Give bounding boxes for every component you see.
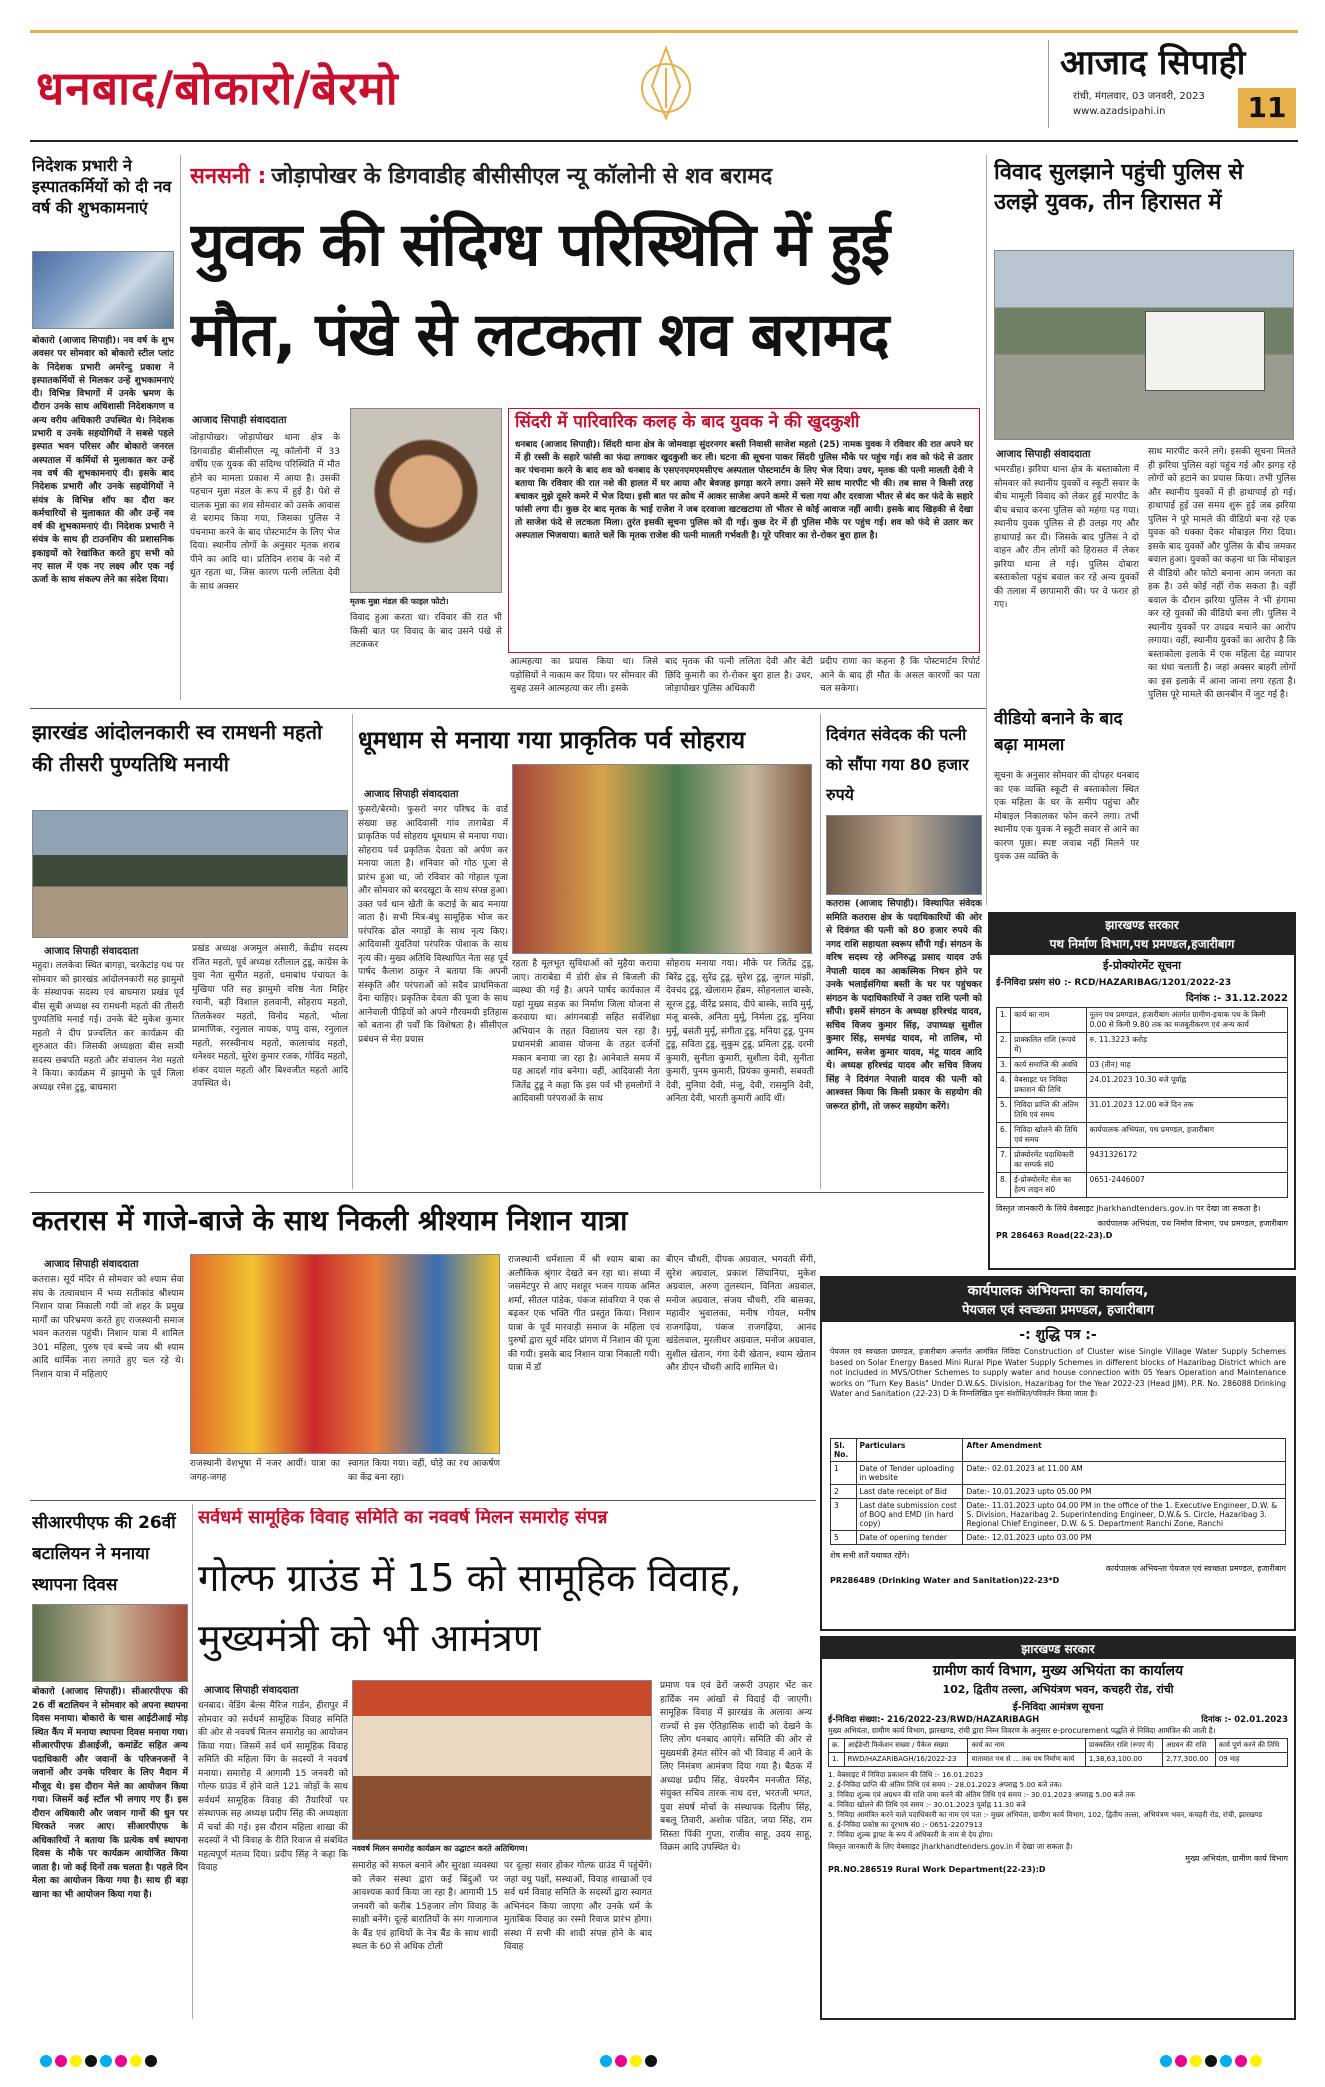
ad2-cell: Date:- 10.01.2023 upto 05.00 PM	[963, 1485, 1286, 1499]
ad1-cell: वेबसाइट पर निविदा प्रकाशन की तिथि	[1011, 1073, 1086, 1098]
sohrai-body-col1: फुसरो/बेरमो। फुसरो नगर परिषद के वार्ड संख्या छह आदिवासी गांव ताराबेडा में प्राकृतिक पर्व सोहराय धूमधाम से मनाया गया। सोहराय पर्व प्रकृतिक देवता को अर्पण कर मनाया जाता है। शनिवार को गोठ पूजा से प्रारंभ हुआ था, जो रविवार को गोहाल पूजा और सोमवार को बरदखूटा के साथ संपन्न हुआ। उक्त पर्व धान खेती के कटाई के बाद मनाया जाता है। सभी मित्र-बंधु सामूहिक भोज कर परंपरिक ढोल नगाड़ों के साथ नृत्य किए। आदिवासी युवतियां परंपरिक पोशाक के साथ नृत्य की। मुख्य अतिथि विस्थापित नेता सह पूर्व पार्षद कैलाश ठाकुर ने बताया कि अपनी संस्कृति और परंपराओं को सदैव प्राथमिकता देना चाहिए। प्रकृतिक देवता की पूजा के साथ आनेवाली पीढ़ियों को अपने गौरवमयी इतिहास को बताना ही पर्वों कि विशेषता है। सीसीएल प्रबंधन से मेरा प्रयास	[358, 805, 508, 1045]
ad3-schedule	[822, 1769, 1294, 1841]
sindri-box	[508, 408, 980, 653]
ad1-cell: 6.	[997, 1123, 1011, 1148]
lead-body-col3: आत्महत्या का प्रयास किया था। जिसे पड़ोसियों ने नाकाम कर दिया। पर सोमवार की सुबह उसने आत्महत्या कर ली। इसके	[510, 657, 658, 694]
ad3-schedule-line: 7. निविदा शुल्क ड्राफ्ट के रूप में अधिकारी के नाम से देय होगा।	[828, 1830, 993, 1839]
ad3-header-cell: अग्रधन की राशि	[1162, 1739, 1215, 1753]
ad3-title: ई-निविदा आमंत्रण सूचना	[1012, 1702, 1104, 1713]
lead-body-col5: प्रदीप राणा का कहना है कि पोस्टमार्टम रिपोर्ट आने के बाद ही मौत के असल कारणों का पता चल सकेगा।	[820, 657, 980, 694]
ad3-schedule-line: 4. निविदा खोलने की तिथि एवं समय :- 30.01.2023 पूर्वाह्न 11.30 बजे	[828, 1800, 1026, 1809]
ad3-header-cell: आईडेन्टी फिकेशन संख्या / पैकेज संख्या	[844, 1739, 968, 1753]
ad3-cell: 09 माह	[1215, 1753, 1287, 1767]
director-body: बोकारो (आजाद सिपाही)। नव वर्ष के शुभ अवसर पर सोमवार को बोकारो स्टील प्लांट के निदेशक प्रभारी अमरेन्दु प्रकाश ने इस्पातकर्मियों से मिलकर उन्हें शुभकामनाएं दी। विभिन्न विभागों में उनके भ्रमण के दौरान उनके साथ अधिशासी निदेशकगण व अन्य वरीय अधिकारी उपस्थित थे। निदेशक प्रभारी व उनके सहयोगियों ने सबसे पहले इस्पात भवन परिसर और बोकारो जनरल अस्पताल में कर्मियों से मुलाकात कर उन्हें नव वर्ष की शुभकामनाएं दी। इसके बाद निदेशक प्रभारी और उनके सहयोगियों ने संयंत्र के विभिन्न शॉप का दौरा कर कर्मचारियों से मुलाकात की और उन्हें नव वर्ष की शुभकामनाएं दी। निदेशक प्रभारी ने संयंत्र के साथ ही टाउनशिप की प्रशासनिक इकाइयों को रेखांकित करते हुए सभी को नए साल में एक नए लक्ष्य और एक नई ऊर्जा के साथ संकल्प लेने का संदेश दिया।	[32, 336, 174, 586]
ad2-cell: 1	[831, 1462, 857, 1485]
wedding-photo	[352, 1680, 652, 1840]
ad1-cell: निविदा प्राप्ति की अंतिम तिथि एवं समय	[1011, 1098, 1086, 1123]
row-rule-1	[30, 708, 986, 709]
shyam-body-col1: कतरास। सूर्य मंदिर से सोमवार को श्याम सेवा संघ के तत्वावधान में भव्य सतीकांड श्रीश्याम निशान यात्रा निकाली गयी जो शहर के प्रमुख मार्गों का परिभ्रमण करते हुए राजस्थानी समाज भवन कतरास पहुंची। निशान यात्रा में शामिल 301 महिला, पुरुष एवं बच्चे जय श्री श्याम आदि धार्मिक नारा लगाते हुए चल रहे थे। निशान यात्रा में महिलाएं	[32, 1275, 184, 1380]
ramdhani-headline: झारखंड आंदोलनकारी स्व रामधनी महतो की तीसरी पुण्यतिथि मनायी	[32, 720, 323, 776]
shyam-body-col5: बीएन चौधरी, दीपक अग्रवाल, भगवती सेंगी, सुरेश अग्रवाल, प्रकाश सिंघानिया, मुकेश अग्रवाल, अरुण तुलस्यान, विनिता अग्रवाल, मनोज अग्रवाल, संजय चौधरी, रवि बासका, महावीर भुवालका, मनीष गोयल, मनीष राजगढ़िया, पंकज राजगढ़िया, आनंद खंडेलवाल, मुरलीधर अग्रवाल, मनोज अग्रवाल, सुशील खेतान, गंगा देवी खेतान, श्याम खेतान और डीएन चौधरी आदि शामिल थे।	[666, 1255, 816, 1373]
ad1-pr: PR 286463 Road(22-23).D	[996, 1231, 1113, 1240]
col-divider-2	[986, 155, 987, 905]
ad2-signer: कार्यपालक अभियन्ता पेयजल एवं स्वच्छता प्रमण्डल, हजारीबाग	[1105, 1564, 1286, 1573]
ad1-cell: 5.	[997, 1098, 1011, 1123]
ramdhani-photo	[32, 810, 348, 938]
ad1-cell: निविदा खोलने की तिथि एवं समय	[1011, 1123, 1086, 1148]
row-rule-3	[30, 1500, 816, 1501]
ad2-cell: Date of Tender uploading in website	[856, 1462, 963, 1485]
masthead	[30, 30, 1298, 138]
ad1-title: ई-प्रोक्योरमेंट सूचना	[1102, 959, 1181, 972]
lead-body-col1: जोड़ापोखर। जोड़ापोखर थाना क्षेत्र के डिगवाडीह बीसीसीएल न्यू कॉलोनी में 33 वर्षीय एक युवक की संदिग्ध परिस्थिति में मौत होने का मामला प्रकाश में आया है। उसकी पहचान मुन्ना मंडल के रूप में हुई है। पेशे से चालक मुन्ना का शव सोमवार को उसके आवास से बरामद किया गया, जिसका पुलिस ने पंचनामा करने के बाद पोस्टमार्टम के लिए भेज दिया। स्थानीय लोगों के अनुसार मृतक शराब पीने का आदि था। प्रतिदिन शराब के नशे में धुत रहता था, जिस कारण पत्नी ललिता देवी के साथ अक्सर	[190, 433, 340, 592]
ad2-division: पेयजल एवं स्वच्छता प्रमण्डल, हजारीबाग	[822, 1300, 1294, 1322]
ad1-cell: प्रोक्योरमेंट पदाधिकारी का सम्पर्क सं0	[1011, 1148, 1086, 1173]
masthead-divider	[1048, 40, 1049, 128]
shyam-byline: आजाद सिपाही संवाददाता	[44, 1259, 139, 1270]
lead-kicker-text: जोड़ापोखर के डिगवाडीह बीसीसीएल न्यू कॉलोनी से शव बरामद	[271, 164, 773, 189]
lead-headline: युवक की संदिग्ध परिस्थिति में हुई मौत, पंखे से लटकता शव बरामद	[190, 210, 890, 370]
police-byline: आजाद सिपाही संवाददाता	[996, 449, 1091, 460]
ad2-table	[830, 1438, 1286, 1545]
shyam-photo	[190, 1254, 500, 1454]
ad3-address: 102, द्वितीय तल्ला, अभियंत्रण भवन, कचहरी रोड, रांची	[942, 1683, 1174, 1696]
masthead-rule	[30, 140, 1298, 142]
wedding-kicker: सर्वधर्म सामूहिक विवाह समिति का नववर्ष मिलन समारोह संपन्न	[198, 1508, 608, 1528]
wedding-byline: आजाद सिपाही संवाददाता	[204, 1685, 299, 1696]
police-subhead: वीडियो बनाने के बाद बढ़ा मामला	[994, 709, 1123, 755]
ad1-cell: कार्य का नाम	[1011, 1008, 1086, 1033]
shyam-body-col4: राजस्थानी धर्मशाला में श्री श्याम बाबा का अलौकिक श्रृंगार देखते बन रहा था। संध्या में जसमेटपुर से आए मशहूर भजन गायक अमित शर्मा, सीतल पांडेक, पंकज सांवरिया ने एक से बढ़कर एक भक्ति गीत प्रस्तुत किया। निशान यात्रा के पूर्व मारवाड़ी समाज के महिला एवं पुरुषों द्वारा सूर्य मंदिर प्रांगण में निशान की पूजा की गयी। इसके बाद निशान यात्रा निकाली गयी। यात्रा में डॉ	[508, 1255, 660, 1373]
sohrai-body-col3: सोहराय मनाया गया। मौके पर जितेंद्र टुडू, बिरेंद्र टुडू, सुरेंद्र टुडू, सुरेश टुडू, जुगल मांझी, देवचंद टुडू, खेलाराम हेंब्रम, सोहनलाल बास्के, सूरज टुडू, वीरेंद्र प्रसाद, दीपे बास्के, सावि मुर्मू, मंजू बास्के, अनिता मुर्मू, निर्मला टुडू, मुनिया मुर्मू, बसंती मुर्मू, संगीता टुडू, मनिया टुडू, पुनम टुडू, सविता टुडू, सुकुम टुडू, प्रमिला टुडू, दरमी कुमारी, सुनीता कुमारी, सुशीला देवी, सुनीता कुमारी, पुनम कुमारी, प्रियंका कुमारी, सबवती देवी, मुनिया देवी, मंजू, देवी, रासमुनि देवी, अनिता देवी, भारती कुमारी आदि थीं।	[666, 959, 814, 1104]
police-jeep	[1145, 311, 1265, 391]
ad1-row	[997, 1008, 1288, 1033]
widow-body: कतरास (आजाद सिपाही)। विस्थापित संवेदक समिति कतरास क्षेत्र के पदाधिकारियों की ओर से दिवंगत की पत्नी को 80 हजार रुपये की नगद राशि सहायता स्वरूप सौंपी गई। संगठन के वरिष सदस्य रहे अनिरुद्ध प्रसाद यादव उर्फ नेपाली यादव का आकस्मिक निधन होने पर उनके भलाईसंगिया बस्ती के घर पर पहुंचकर संगठन के पदाधिकारियों ने उक्त राशि पत्नी को सौंपी। इसमें संगठन के अध्यक्ष हरिश्चंद्र यादव, सचिव विजय कुमार सिंह, उपाध्यक्ष सुशील कुमार सिंह, समचंद्र यादव, मो तालिब, मो आमिन, सजेश कुमार यादव, मंटू यादव आदि थे। अध्यक्ष हरिश्चंद्र यादव और सचिव विजय सिंह ने दिवंगत नेपाली यादव की पत्नी को आश्वस्त किया कि किसी प्रकार के सहयोग की जरूरत होगी, तो जरूर सहयोग करेंगे।	[826, 899, 982, 1112]
ad3-signer: मुख्य अभियंता, ग्रामीण कार्य विभाग	[1185, 1854, 1288, 1863]
ad3-dept: ग्रामीण कार्य विभाग, मुख्य अभियंता का कार्यालय	[932, 1663, 1184, 1679]
wedding-headline: गोल्फ ग्राउंड में 15 को सामूहिक विवाह, मुख्यमंत्री को भी आमंत्रण	[198, 1556, 742, 1660]
shyam-body-col3: स्वागत किया गया। वहीं, घोड़े का रथ आकर्षण का केंद्र बना रहा।	[348, 1459, 500, 1483]
wedding-body-col3: पर दूल्हा सवार होकर गोल्फ ग्राउंड में पहुंचेंगे। जहां वधु पक्षों, सस्थाओं, विवाह शाखाओं एवं सर्व धर्म विवाह समिति के सदस्यों द्वारा स्वागत अभिनंदन किया जाएगा और उनके धर्म के मुताबिक विवाह का रस्मो रिवाज प्रारंभ होगा। संस्था में सभी की शादी संपन्न होने के बाद विवाह	[504, 1861, 652, 1952]
director-headline: निदेशक प्रभारी ने इस्पातकर्मियों को दी नव वर्ष की शुभकामनाएं	[32, 156, 172, 217]
ad-dws-corrigendum	[820, 1276, 1296, 1631]
ad3-schedule-line: 1. वेबसाइट में निविदा प्रकाशन की तिथि :- 16.01.2023	[828, 1770, 984, 1779]
ad1-row	[997, 1033, 1288, 1058]
crpf-body: बोकारो (आजाद सिपाही)। सीआरपीएफ की 26 वीं बटालियन ने सोमवार को अपना स्थापना दिवस मनाया। बोकारो के चास आईटीआई मोड़ स्थित कैंप में मनाया स्थापना दिवस मनाया गया। सीआरपीएफ डीआईजी, कमांडेंट सहित अन्य पदाधिकारी और जवानों के परिजनजनों ने जवानों और उनके परिवार के लिए मैदान में मौजूद थे। इस दौरान मेले का आयोजन किया गया। जिसमें कई स्टॉल भी लगाए गए हैं। इस दौरान अधिकारी और जवान गानों की धुन पर थिरकते नजर आए। सीआरपीएफ के अधिकारियों ने बताया कि प्रत्येक वर्ष स्थापना दिवस के मौके पर कार्यक्रम आयोजित किया जाता है। जो कई दिनों तक चलता है। पहले दिन मेला का आयोजन किया गया है। साथ ही बड़ा खाना का भी आयोजन किया गया है।	[32, 1687, 188, 1900]
ad2-row	[831, 1485, 1286, 1499]
ad2-cell: Last date receipt of Bid	[856, 1485, 963, 1499]
pen-nib-emblem	[640, 38, 692, 128]
ad1-cell: कार्यपालक अभियंता, पथ प्रमण्डल, हजारीबाग	[1086, 1123, 1287, 1148]
lead-photo	[350, 408, 502, 593]
sohrai-photo	[512, 764, 812, 954]
ad-rwd-tender	[820, 1636, 1296, 2020]
ad1-cell: रु. 11.3223 करोड़	[1086, 1033, 1287, 1058]
ad3-gov: झारखण्ड सरकार	[822, 1638, 1294, 1659]
section-title: धनबाद/बोकारो/बेरमो	[36, 61, 399, 115]
lead-kicker-label: सनसनी :	[190, 164, 267, 189]
ad1-date: दिनांक :- 31.12.2022	[1185, 993, 1288, 1004]
wedding-photo-caption: नववर्ष मिलन समारोह कार्यक्रम का उद्घाटन करते अतिथिगण।	[352, 1844, 528, 1853]
ad1-gov: झारखण्ड सरकार	[990, 914, 1294, 935]
ad2-row	[831, 1499, 1286, 1531]
lead-photo-caption: मृतक मुन्ना मंडल की फाइल फोटो।	[350, 597, 449, 606]
ad1-ref: ई-निविदा प्रसंग सं0 :- RCD/HAZARIBAG/1201/2022-23	[996, 978, 1232, 988]
ad3-header-cell: प्राक्कलित राशि (रुपए में)	[1085, 1739, 1162, 1753]
ad3-ref: ई-निविदा संख्या:- 216/2022-23/RWD/HAZARIBAGH	[828, 1715, 1040, 1725]
lead-kicker	[190, 160, 980, 194]
ramdhani-body-col2: प्रखंड अध्यक्ष अजमुल अंसारी, केंद्रीय सदस्य रंजित महतो, पूर्व अध्यक्ष रतीलाल टुडू, कांग्रेस के युवा नेता सुमीत महतो, धमाबांध पंचायत के मुखिया पति सह झामुमो वरिष्ठ नेता मिहिर रवानी, बड़ी विशाल हलवानी, सोहराय महतो, तिलकेश्वर महतो, विनोद महतो, भोला प्रामाणिक, रनुलाल नायक, पप्पु दास, रनुलाल महतो, सरस्वीनाथ महतो, कालाचांद महतो, धनेश्वर महतो, सुरेश कुमार रजक, गोविंद महतो, शंकर दयाल महतो और बिश्वजीत महतो आदि उपस्थित थे।	[192, 944, 348, 1089]
ad1-cell: 0651-2446007	[1086, 1173, 1287, 1198]
ad3-cell: RWD/HAZARIBAGH/16/2022-23	[844, 1753, 968, 1767]
wedding-body-col1: धनबाद। वेडिंग बेल्स मैरिज गार्डन, हीरापुर में सोमवार को सर्वधर्म सामूहिक विवाह समिति की ओर से नववर्ष मिलन समारोह का आयोजन किया गया। जिसमें सर्व धर्म सामूहिक विवाह समिति की महिला विंग के सदस्यों ने नववर्ष मनाया। समारोह में आगामी 15 जनवरी को गोल्फ ग्राउंड में होने वाले 121 जोड़ों के साथ सर्वधर्म सामूहिक विवाह की तैयारियों पर संस्थापक सह अध्यक्ष प्रदीप सिंह की अध्यक्षता में चर्चा की गई। इस दौरान महिला शाखा की सदस्यों ने भी विवाह के रीति रिवाज से संबंधित महत्वपूर्ण मंतव्य दिया। प्रदीप सिंह ने कहा कि विवाह	[198, 1701, 348, 1873]
ad3-cell: 1,38,63,100.00	[1085, 1753, 1162, 1767]
ad2-cell: 3	[831, 1499, 857, 1531]
ad3-cell: 2,77,300.00	[1162, 1753, 1215, 1767]
ad3-schedule-line: 2. ई-निविदा प्राप्ति की अंतिम तिथि एवं समय :- 28.01.2023 अपराह्न 5.00 बजे तक।	[828, 1780, 1062, 1789]
ad2-header-cell: Sl. No.	[831, 1439, 857, 1462]
print-registration-dots-center	[600, 2052, 660, 2071]
widow-headline: दिवंगत संवेदक की पत्नी को सौंपा गया 80 हजार रुपये	[826, 725, 969, 804]
ad1-table	[996, 1007, 1288, 1198]
ad3-header-cell: कार्य का नाम	[968, 1739, 1085, 1753]
ad2-header-cell: After Amendment	[963, 1439, 1286, 1462]
widow-photo	[826, 815, 982, 895]
crpf-photo	[32, 1604, 188, 1682]
col-divider-1	[180, 155, 181, 700]
ad3-table-wrap	[822, 1736, 1294, 1769]
ad3-schedule-line: 3. निविदा शुल्क एवं अग्रधन की राशि जमा करने की अंतिम तिथि एवं समय :- 30.01.2023 अपराह्न 5.00 बजे तक	[828, 1790, 1136, 1799]
ad1-cell: ई-प्रोक्योरमेंट सेल का हेल्प लाइन सं0	[1011, 1173, 1086, 1198]
ad3-date: दिनांक :- 02.01.2023	[1201, 1715, 1288, 1725]
police-body-col1: भमरडीह। झरिया थाना क्षेत्र के बस्ताकोला में सोमवार को स्थानीय युवकों व स्कूटी सवार के बीच मामूली विवाद को लेकर हुई मारपीट के बीच बचाव करना पुलिस को महंगा पड़ गया। स्थानीय युवक पुलिस से ही उलझ गए और हाथापाई कर दी। जिसके बाद पुलिस ने दो वाहन और तीन लोगों को हिरासत में लेकर झरिया थाना ले गई। पुलिस दोबारा बस्ताकोला पहुंच बवाल कर रहे अन्य युवकों की तलाश में छापामारी की। पर वे फरार हो गए।	[994, 465, 1139, 610]
ad2-note: शेष सभी शर्तें यथावत रहेंगे।	[830, 1551, 910, 1560]
ad-rcd-hazaribag	[988, 912, 1296, 1270]
ad3-header-cell: क्र.	[829, 1739, 845, 1753]
ad1-cell: नूतन पथ प्रमण्डल, हजारीबाग अंतर्गत ग्रामीण-इचाक पथ के किमी 0.00 से किमी 9.80 तक का मजबूतीकरण एवं अन्य कार्य	[1086, 1008, 1287, 1033]
lead-body-col2: विवाद हुआ करता था। रविवार की रात भी किसी बात पर विवाद के बाद उसने पंखे से लटककर	[350, 613, 502, 650]
ramdhani-body-col1: महुदा। ललकेवा स्थित बागड़ा, चरकेटांड़ पथ पर सोमवार को झारखंड आंदोलनकारी सह झामुमो के संस्थापक सदस्य एवं बाघमारा प्रखंड पूर्व बीस सूत्री अध्यक्ष स्व रामधनी महतो की तीसरी पुण्यतिथि मनाई गई। उनके बेटे मुकेश कुमार महतो ने दीप प्रज्वलित कर कार्यक्रम की शुरुआत की। जिसकी अध्यक्षता बीस सत्र्यी सदस्य छबपति महतो और संचालन नेश महतो ने किया। कार्यक्रम में झामुमो के पूर्व जिला अध्यक्ष रमेश टुडू, बाघमारा	[32, 961, 184, 1093]
ad2-row	[831, 1531, 1286, 1545]
wedding-body-col4: प्रमाण पत्र एवं ढेरों जरूरी उपहार भेंट कर हार्दिक नम आंखों से विदाई दी जाएगी। सामूहिक विवाह में झारखंड के अलावा अन्य राज्यों से इस ऐतिहासिक शादी को देखने के लिए लोग धनबाद आएंगे। समिति की ओर से मुख्यमंत्री हेमंत सोरेन को भी विवाह में आने के लिए निमंत्रण आमंत्रण दिया गया है। बैठक में अध्यक्ष प्रदीप सिंह, चेयरमैन मनजीत सिंह, संयुक्त सचिव तारक नाथ दत्त, भरतजी भगत, युवा संघर्ष मोर्चा के संस्थापक दिलीप सिंह, बबलू तिवारी, अशोक पंडित, जया सिंह, राम सिस्ता पिंकी गुप्ता, राजीव साहू, उदय साहू, विक्रम आदि उपस्थित थे।	[660, 1681, 812, 1853]
ad1-cell: 4.	[997, 1073, 1011, 1098]
ad3-footer-note: विस्तृत जानकारी के लिए वेबसाइट jharkhandtenders.gov.in में देखा जा सकता है।	[828, 1842, 1073, 1851]
ad1-row	[997, 1123, 1288, 1148]
ad3-intro: मुख्य अभियंता, ग्रामीण कार्य विभाग, झारखण्ड, रांची द्वारा निम्न विवरण के अनुसार e-procurement पद्धति से निविदा आमंत्रित की जाती है।	[828, 1726, 1216, 1735]
police-body-col3: साथ मारपीट करने लगे। इसकी सूचना मिलते ही झरिया पुलिस वहां पहुंच गई और झगड़ रहे लोगों को हटाने का प्रयास किया। तभी पुलिस और स्थानीय युवकों में ही हाथापाई हो गई। हाथापाई हुई उस समय शुरू हुई जब झरिया पुलिस ने पूरे मामले की वीडियो बना रहे एक युवक को धक्का देकर मोबाइल गिरा दिया। इसके बाद युवकों और पुलिस के बीच जमकर बवाल हुआ। युवकों का कहना था कि मोबाइल से वीडियो और फोटो बनाना आम जनता का हक है। उसे कोई नहीं रोक सकता है। वहीं बवाल के दौरान झरिया पुलिस ने भी हंगामा कर रहे युवकों की वीडियो बना ली। पुलिस ने स्थानीय युवकों पर उपद्रव मचाने का आरोप लगाया। वहीं, स्थानीय युवकों का आरोप है कि बस्ताकोला इलाके में एक महिला देह व्यापार का धंधा चलाती है। जहां अक्सर बाहरी लोगों का इस इलाके में आना जाना लगा रहता है। पुलिस पूरे मामले की छानबीन में जुट गई है।	[1148, 447, 1296, 700]
ad2-pr: PR286489 (Drinking Water and Sanitation)22-23*D	[830, 1576, 1060, 1585]
print-registration-dots-left	[40, 2052, 160, 2071]
ad3-ref-row	[822, 1713, 1294, 1726]
top-border-line	[30, 30, 1298, 33]
ramdhani-byline: आजाद सिपाही संवाददाता	[44, 946, 139, 957]
print-registration-dots-right	[1160, 2052, 1265, 2071]
ad1-cell: कार्य समाप्ति की अवधि	[1011, 1058, 1086, 1073]
sohrai-body-col2: रहता है मूलभूत सुविधाओं को मुहैया कराया जाए। ताराबेडा में डोरी क्षेत्र से बिजली की व्यस्था की गई है। अपने पार्षद कार्यकाल में यहां मुख्य सड़क का निर्माण जिला योजना से करवाया था। आंगनबाड़ी सहित सर्वशिक्षा अभियान के तहत विद्यालय चल रहा है। प्रधानमंत्री आवास योजना के तहत दर्जनों मकान बनाया जा रहा है। आनेवाले समय में यह आदर्श गांव बनेगा। वहीं, आदिवासी नेता जितेंद्र टुडू ने कहा कि इस पर्व भी हमलोगों ने आदिवासी परंपराओं के साथ	[512, 959, 660, 1104]
ad3-header-cell: कार्य पूर्ण करने की तिथि	[1215, 1739, 1287, 1753]
ad1-cell: 9431326172	[1086, 1148, 1287, 1173]
ad2-cell: Date of opening tender	[856, 1531, 963, 1545]
paper-name: आजाद सिपाही	[1060, 43, 1246, 83]
ad2-cell: 5	[831, 1531, 857, 1545]
ad2-cell: Date:- 11.01.2023 upto 04.00 PM in the office of the 1. Executive Engineer, D.W. & S. Division, Hazaribag 2. Superintending Engineer, D.W.& S. Circle, Hazaribag 3. Regional Chief Engineer, D.W. & S. Department Ranchi Zone, Ranchi	[963, 1499, 1286, 1531]
police-headline: विवाद सुलझाने पहुंची पुलिस से उलझे युवक, तीन हिरासत में	[994, 160, 1244, 215]
ad3-cell: 1.	[829, 1753, 845, 1767]
ad2-header-cell: Particulars	[856, 1439, 963, 1462]
website: www.azadsipahi.in	[1073, 106, 1166, 117]
ad3-cell: यातायात पथ से ... तक पथ निर्माण कार्य	[968, 1753, 1085, 1767]
col-divider-4	[820, 714, 821, 1189]
ad3-table	[828, 1738, 1288, 1767]
col-divider-5	[192, 1504, 193, 2019]
sohrai-byline: आजाद सिपाही संवाददाता	[364, 789, 459, 800]
ad1-row	[997, 1058, 1288, 1073]
ad2-office: कार्यपालक अभियन्ता का कार्यालय,	[822, 1278, 1294, 1300]
sindri-headline: सिंदरी में पारिवारिक कलह के बाद युवक ने की खुदकुशी	[515, 412, 860, 432]
shyam-headline: कतरास में गाजे-बाजे के साथ निकली श्रीश्याम निशान यात्रा	[32, 1204, 628, 1237]
dateline: रांची, मंगलवार, 03 जनवरी, 2023	[1073, 91, 1205, 102]
ad2-cell: Last date submission cost of BOQ and EMD (in hard copy)	[856, 1499, 963, 1531]
ad1-table-wrap	[990, 1004, 1294, 1201]
ad1-row	[997, 1173, 1288, 1198]
ad1-cell: 2.	[997, 1033, 1011, 1058]
shyam-body-col2: राजस्थानी वेशभूषा में नजर आयीं। यात्रा का जगह-जगह	[190, 1459, 340, 1483]
ad2-cell: Date:- 12.01.2023 upto 03.00 PM	[963, 1531, 1286, 1545]
ad3-schedule-line: 6. ई-निविदा प्रकोष्ठ का दूरभाष सं0 :- 0651-2207913	[828, 1820, 983, 1829]
lead-byline: आजाद सिपाही संवाददाता	[192, 415, 287, 426]
ad2-intro: पेयजल एवं स्वच्छता प्रमण्डल, हजारीबाग अन्तर्गत आमंत्रित निविदा Construction of Cluster wise Single Village Water Supply Schemes based on Solar Energy Based Mini Rural Pipe Water Supply Schemes in different blocks of Hazaribag District which are not included in MVS/Other Schemes to supply water and house connection with 05 Years Operation and Maintenance works on "Turn Key Basis" Under D.W.&S. Division, Hazaribag for the Year 2022-23 (Head JJM). P.R. No. 286088 Drinking Water and Sanitation (22-23) D के निम्नलिखित पुनः संशोधित/परिवर्तन किया जाता है।	[830, 1347, 1286, 1398]
ad2-table-wrap	[822, 1435, 1294, 1548]
ad1-cell: 03 (तीन) माह	[1086, 1058, 1287, 1073]
wedding-body-col2: समारोह को सफल बनाने और सुरक्षा व्यवस्था को लेकर संस्था द्वारा कई बिंदुओं पर आवश्यक कार्य किया जा रहा है। आगामी 15 जनवरी को करीब 15हजार लोग विवाह के साक्षी बनेंगे। दूल्हे बारातियों के संग गाजागाज के बैंड एवं हाथियों के नेत्र बैंड के साथ शादी स्थल के 60 से अधिक टोली	[352, 1861, 498, 1952]
sindri-body: धनबाद (आजाद सिपाही)। सिंदरी थाना क्षेत्र के जोमवाड़ा सुंदरनगर बस्ती निवासी साजेश महतो (25) नामक युवक ने रविवार की रात अपने घर में ही रस्सी के सहारे फांसी का फंदा लगाकर खुदकुशी कर ली। घटना की सूचना पाकर सिंदरी पुलिस मौके पर पहुंच गई। शव को फंदे से उतार कर पंचनामा करने के बाद शव को धनबाद के एसएनएमएमसीएच अस्पताल पोस्टमार्टम के लिए भेज दिया। उधर, मृतक की पत्नी मालती देवी ने बताया कि रविवार की रात नशे की हालत में घर आया और बेवजह झगड़ा करने लगा। उसने मेरे साथ मारपीट भी की। तब सास ने किसी तरह बचाकर मुझे दूसरे कमरे में भेज दिया। इसी बात पर क्रोध में आकर साजेश अपने कमरे में चला गया और दरवाजा भीतर से बंद कर फंदे के सहारे फांसी लगा दी। कुछ देर बाद मृतक के भाई राजेश ने जब दरवाजा खटखटाया तो भीतर से कोई आवाज नहीं आयी। इसके बाद खिड़की से देखा तो साजेश फंदे से लटकता मिला। तुरंत इसकी सूचना पुलिस को दी गई। कुछ देर में ही पुलिस मौके पर पहुंच गई। शव को फंदे से उतार कर अस्पताल भिजवाया। बताते चलें कि मृतक राजेश की पत्नी मालती गर्भवती है। पूरे परिवार का रो-रोकर बुरा हाल है।	[515, 440, 973, 541]
crpf-headline: सीआरपीएफ की 26वीं बटालियन ने मनाया स्थापना दिवस	[32, 1513, 176, 1595]
ad2-cell: Date:- 02.01.2023 at 11.00 AM	[963, 1462, 1286, 1485]
ad2-title: -: शुद्धि पत्र :-	[1019, 1327, 1097, 1343]
director-photo	[32, 251, 174, 329]
ad1-signer: कार्यपालक अभियंता, पथ निर्माण विभाग, पथ प्रमण्डल, हजारीबाग	[1097, 1219, 1288, 1228]
ad1-cell: 3.	[997, 1058, 1011, 1073]
ad3-pr: PR.NO.286519 Rural Work Department(22-23):D	[828, 1865, 1046, 1874]
ad3-schedule-line: 5. निविदा आमंत्रित करने वाले पदाधिकारी का नाम एवं पता :- मुख्य अभियंता, ग्रामीण कार्य विभाग, 102, द्वितीय तल्ला, अभियंत्रण भवन, कचहरी रोड, रांची, झारखण्ड	[828, 1810, 1263, 1819]
ad2-row	[831, 1462, 1286, 1485]
ad1-cell: प्राक्कलित राशि (रूपये में)	[1011, 1033, 1086, 1058]
ad1-dept: पथ निर्माण विभाग,पथ प्रमण्डल,हजारीबाग	[990, 935, 1294, 955]
page-number: 11	[1238, 88, 1296, 128]
story-director	[32, 155, 174, 705]
ad1-cell: 31.01.2023 12.00 बजे दिन तक	[1086, 1098, 1287, 1123]
ad1-cell: 1.	[997, 1008, 1011, 1033]
ad1-row	[997, 1148, 1288, 1173]
ad2-cell: 2	[831, 1485, 857, 1499]
ad1-row	[997, 1073, 1288, 1098]
police-body-col2: सूचना के अनुसार सोमवार की दोपहर धनबाद का एक व्यक्ति स्कूटी से बस्ताकोला स्थित एक महिला के घर के समीप पहुंचा और मोबाइल निकालकर फोन करने लगा। तभी स्थानीय एक युवक ने स्कूटी सवार से आने का कारण पूछा। स्पष्ट जवाब नहीं मिलने पर युवक उस व्यक्ति के	[994, 771, 1139, 862]
police-photo	[994, 250, 1294, 440]
lead-body-col4: बाद मृतक की पत्नी ललिता देवी और बेटी छिंदि कुमारी का रो-रोकर बुरा हाल है। उधर, जोड़ापोखर पुलिस अधिकारी	[665, 657, 813, 694]
ad1-row	[997, 1098, 1288, 1123]
ad1-footer-note: विस्तृत जानकारी के लिये वेबसाइट jharkhandtenders.gov.in पर देखा जा सकता है।	[996, 1204, 1261, 1213]
ad1-cell: 8.	[997, 1173, 1011, 1198]
ad1-cell: 24.01.2023 10.30 बजे पूर्वाह्न	[1086, 1073, 1287, 1098]
col-divider-3	[352, 714, 353, 1189]
row-rule-2	[30, 1192, 984, 1193]
ad1-cell: 7.	[997, 1148, 1011, 1173]
sohrai-headline: धूमधाम से मनाया गया प्राकृतिक पर्व सोहराय	[358, 726, 746, 754]
